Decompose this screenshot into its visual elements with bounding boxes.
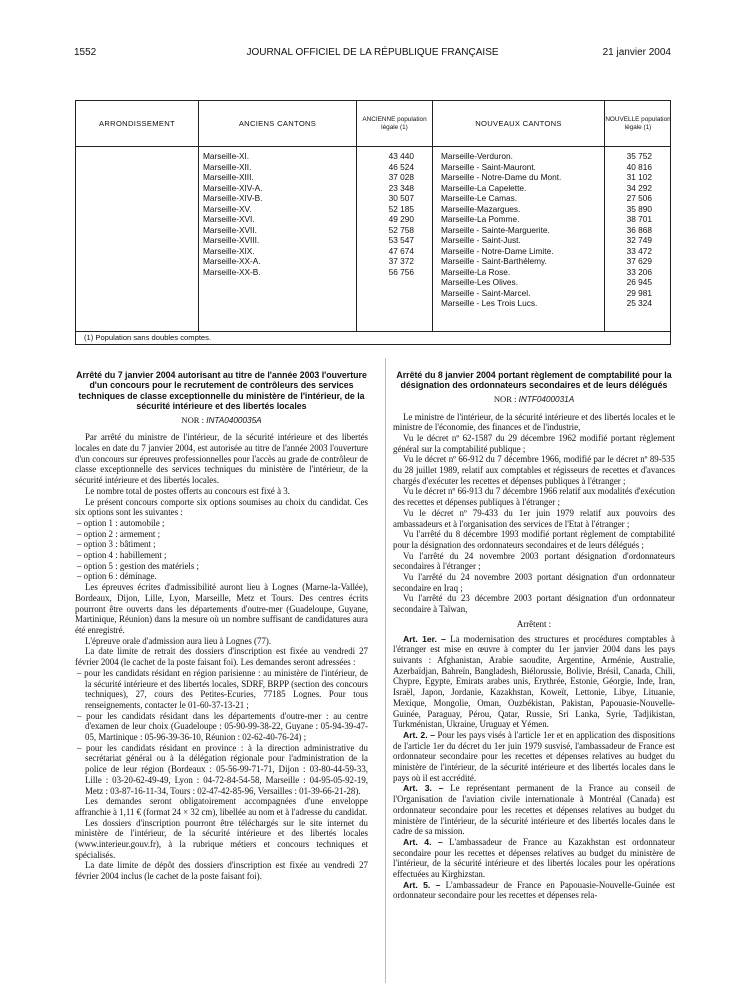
left-paragraph: Les dossiers d'inscription pourront être téléchargés sur le site internet du ministère de l'intérieur, de la sécurité intérieure et des libertés locales (www.interieur.gouv.fr), à la rubrique métiers et concours techniques et spécialisés. bbox=[75, 817, 368, 860]
table-cell: Marseille - Les Trois Lucs. bbox=[441, 298, 538, 308]
article-5: Art. 5. – L'ambassadeur de France en Papouasie-Nouvelle-Guinée est ordonnateur secondaire pour les recettes et dépenses rela- bbox=[393, 879, 676, 901]
table-cell: 37 372 bbox=[388, 256, 414, 266]
table-cell: 49 290 bbox=[388, 214, 414, 224]
table-cell: Marseille - Notre-Dame Limite. bbox=[441, 245, 554, 256]
right-nor-code: INTF0400031A bbox=[518, 394, 575, 404]
cantons-table bbox=[75, 100, 671, 345]
left-column bbox=[75, 370, 368, 882]
table-cell: 30 507 bbox=[388, 193, 414, 203]
left-nor-code: INTA0400035A bbox=[206, 415, 262, 425]
table-cell: 25 324 bbox=[626, 298, 652, 308]
left-paragraph: Les demandes seront obligatoirement accompagnées d'une enveloppe affranchie à 1,11 € (format 24 × 32 cm), libellée au nom et à l'adresse du candidat. bbox=[75, 796, 368, 817]
nouveaux-cantons-column bbox=[441, 151, 561, 309]
table-cell: 52 758 bbox=[388, 224, 414, 235]
table-cell: Marseille - Sainte-Marguerite. bbox=[441, 224, 550, 235]
table-cell: Marseille-XIV-A. bbox=[203, 182, 263, 193]
visa: Vu le décret nº 66-912 du 7 décembre 1966, modifié par le décret nº 89-535 du 28 juillet 1989, relatif aux comptables et régisseurs de recettes et d'avances chargés d'exécuter les recettes et dépenses publiques à l'étranger ; bbox=[393, 454, 675, 486]
left-paragraph: Par arrêté du ministre de l'intérieur, de la sécurité intérieure et des libertés locales en date du 7 janvier 2004, est autorisée au titre de l'année 2003 l'ouverture d'un concours sur épreuves professionnelles pour l'accès au grade de contrôleur de classe exceptionnelle des services techniques du ministère de l'intérieur, de la sécurité intérieure et des libertés locales. bbox=[75, 432, 368, 486]
article-3: Art. 3. – Le représentant permanent de la France au conseil de l'Organisation de l'aviation civile internationale à Montréal (Canada) est ordonnateur secondaire pour les recettes et dépenses relatives au budget du ministère de l'intérieur, de la sécurité intérieure et des libertés locales dans le cadre de sa mission. bbox=[393, 783, 675, 837]
address-item: – pour les candidats résidant en région parisienne : au ministère de l'intérieur, de la sécurité intérieure et des libertés locales, SDRF, BRPP (section des concours techniques), 27, cours des Petites-Ecuries, 77185 Lognes. Pour tous renseignements, contacter le 01-60-37-13-21 ; bbox=[77, 667, 368, 710]
table-cell: Marseille-La Rose. bbox=[441, 266, 511, 277]
right-nor: NOR : INTF0400031A bbox=[493, 393, 575, 404]
table-cell: Marseille-XIX. bbox=[203, 245, 255, 256]
left-nor: NOR : INTA0400035A bbox=[181, 414, 262, 425]
table-footnote: (1) Population sans doubles comptes. bbox=[84, 333, 212, 342]
right-article-title: Arrêté du 8 janvier 2004 portant règlement de comptabilité pour la désignation des ordonnateurs secondaires et de leurs délégués bbox=[396, 370, 672, 391]
table-cell: Marseille-Mazargues. bbox=[441, 203, 521, 214]
nouvelle-population-column bbox=[606, 151, 652, 309]
visa: Vu le décret nº 79-433 du 1er juin 1979 relatif aux pouvoirs des ambassadeurs et à l'organisation des services de l'Etat à l'étranger ; bbox=[393, 507, 675, 529]
left-paragraph: La date limite de dépôt des dossiers d'inscription est fixée au vendredi 27 février 2004 inclus (le cachet de la poste faisant foi). bbox=[75, 860, 368, 882]
table-cell: 32 749 bbox=[626, 235, 652, 245]
table-cell: Marseille-XVII. bbox=[203, 224, 257, 235]
table-cell: 46 524 bbox=[388, 161, 414, 172]
page-number: 1552 bbox=[74, 47, 97, 58]
right-paragraph: Le ministre de l'intérieur, de la sécurité intérieure et des libertés locales et le ministre de l'économie, des finances et de l'industrie, bbox=[393, 411, 675, 433]
table-cell: 37 028 bbox=[388, 172, 414, 182]
visa: Vu l'arrêté du 24 novembre 2003 portant désignation d'un ordonnateur secondaire en Iraq ; bbox=[393, 572, 675, 593]
table-cell: Marseille-Le Camas. bbox=[441, 193, 518, 203]
table-cell: Marseille-XX-A. bbox=[203, 256, 261, 266]
header-anciens-cantons: ANCIENS CANTONS bbox=[238, 119, 317, 128]
ancienne-population-column bbox=[358, 151, 414, 277]
table-cell: 34 292 bbox=[626, 182, 652, 193]
option-item: – option 5 : gestion des matériels ; bbox=[77, 560, 200, 571]
header-nouveaux-cantons: NOUVEAUX CANTONS bbox=[475, 119, 562, 128]
left-paragraph: La date limite de retrait des dossiers d'inscription est fixée au vendredi 27 février 2004 (le cachet de la poste faisant foi). Les demandes seront adressées : bbox=[75, 646, 368, 668]
option-item: – option 6 : déminage. bbox=[77, 571, 157, 582]
table-cell: Marseille - Saint-Mauront. bbox=[441, 161, 536, 172]
table-cell: Marseille-XX-B. bbox=[203, 266, 261, 277]
option-item: – option 4 : habillement ; bbox=[77, 550, 167, 561]
table-cell: 23 348 bbox=[388, 182, 414, 193]
column-divider bbox=[385, 358, 386, 983]
table-cell: Marseille-La Pomme. bbox=[441, 214, 520, 224]
header-ancienne-population: ANCIENNE population légale (1) bbox=[362, 115, 427, 131]
table-cell: 35 890 bbox=[626, 203, 652, 214]
table-cell: Marseille - Saint-Marcel. bbox=[441, 287, 531, 298]
table-cell: 47 674 bbox=[388, 245, 414, 256]
table-cell: 52 185 bbox=[388, 203, 414, 214]
address-item: – pour les candidats résidant dans les départements d'outre-mer : au centre d'examen de leur choix (Guadeloupe : 05-90-99-38-22, Guyane : 05-94-39-47-05, Martinique : 05-96-39-36-10, Réunion : 02-62-40-76-24) ; bbox=[77, 710, 368, 743]
option-item: – option 1 : automobile ; bbox=[77, 517, 165, 528]
table-cell: Marseille-XV. bbox=[203, 203, 252, 214]
left-paragraph: Le nombre total de postes offerts au concours est fixé à 3. bbox=[85, 485, 290, 496]
table-cell: 35 752 bbox=[626, 151, 652, 161]
table-cell: 53 547 bbox=[388, 235, 414, 245]
table-cell: 43 440 bbox=[388, 151, 414, 161]
option-item: – option 2 : armement ; bbox=[77, 528, 161, 539]
table-cell: Marseille-Verduron. bbox=[441, 151, 513, 161]
visa: Vu le décret nº 66-913 du 7 décembre 1966 relatif aux modalités d'exécution des recettes et dépenses publiques à l'étranger ; bbox=[393, 486, 675, 508]
table-cell: Marseille - Notre-Dame du Mont. bbox=[441, 172, 562, 182]
option-item: – option 3 : bâtiment ; bbox=[77, 539, 156, 550]
table-cell: Marseille-XVIII. bbox=[203, 235, 260, 245]
issue-date: 21 janvier 2004 bbox=[602, 47, 671, 58]
table-cell: Marseille - Saint-Barthélemy. bbox=[441, 256, 547, 266]
journal-title: JOURNAL OFFICIEL DE LA RÉPUBLIQUE FRANÇAISE bbox=[246, 47, 499, 58]
article-2: Art. 2. – Pour les pays visés à l'article 1er et en application des dispositions de l'article 1er du décret du 1er juin 1979 susvisé, l'ambassadeur de France est ordonnateur secondaire pour les recettes et dépenses relatives au budget du ministère de l'intérieur, de la sécurité intérieure et des libertés locales dans le pays où il est accrédité. bbox=[393, 729, 675, 783]
address-item: – pour les candidats résidant en province : à la direction administrative du secrétariat général ou à la délégation régionale pour l'administration de la police de leur région (Bordeaux : 05-56-99-71-71, Dijon : 03-80-44-59-33, Lille : 03-20-62-49-49, Lyon : 04-72-84-54-58, Marseille : 04-95-05-92-19, Metz : 03-87-16-11-34, Tours : 02-47-42-85-96, Versailles : 01-39-66-21-28). bbox=[77, 742, 368, 796]
right-column bbox=[393, 370, 675, 901]
table-cell: 26 945 bbox=[626, 277, 652, 287]
table-cell: 40 816 bbox=[626, 161, 652, 172]
table-cell: 56 756 bbox=[388, 266, 414, 277]
arretent-heading: Arrêtent : bbox=[516, 618, 552, 629]
article-1: Art. 1er. – La modernisation des structures et procédures comptables à l'étranger est mise en œuvre à compter du 1er janvier 2004 dans les pays suivants : Afghanistan, Arabie saoudite, Argentine, Arménie, Australie, Azerbaïdjan, Bahreïn, Bangladesh, Biélorussie, Bolivie, Brésil, Canada, Chili, Chypre, Egypte, Emirats arabes unis, Erythrée, Estonie, Géorgie, Inde, Iran, Israël, Japon, Jordanie, Kazakhstan, Koweït, Lettonie, Libye, Lituanie, Mexique, Mongolie, Oman, Ouzbékistan, Pakistan, Papouasie-Nouvelle-Guinée, Paraguay, Pérou, Qatar, Russie, Sri Lanka, Syrie, Tadjikistan, Turkménistan, Ukraine, Uruguay et Yémen. bbox=[393, 633, 675, 730]
table-cell: Marseille - Saint-Just. bbox=[441, 235, 521, 245]
table-cell: Marseille-La Capelette. bbox=[441, 182, 527, 193]
anciens-cantons-column bbox=[203, 151, 262, 277]
visa: Vu l'arrêté du 24 novembre 2003 portant désignation d'ordonnateurs secondaires à l'étranger ; bbox=[393, 550, 675, 572]
left-paragraph: L'épreuve orale d'admission aura lieu à Lognes (77). bbox=[85, 635, 272, 646]
table-cell: Marseille-XIII. bbox=[203, 172, 254, 182]
left-paragraph: Le présent concours comporte six options soumises au choix du candidat. Ces six options sont les suivantes : bbox=[75, 496, 368, 518]
article-4: Art. 4. – L'ambassadeur de France au Kazakhstan est ordonnateur secondaire pour les recettes et dépenses relatives au budget du ministère de l'intérieur, de la sécurité intérieure et des libertés locales pour les opérations effectuées au Kirghizstan. bbox=[393, 836, 676, 880]
left-paragraph: Les épreuves écrites d'admissibilité auront lieu à Lognes (Marne-la-Vallée), Bordeaux, Dijon, Lille, Lyon, Marseille, Metz et Tours. Des centres écrits pourront être ouverts dans les départements d'outre-mer (Guadeloupe, Guyane, Martinique, Réunion) dans la mesure où un nombre suffisant de candidatures aura été enregistré. bbox=[75, 582, 368, 635]
visa: Vu le décret nº 62-1587 du 29 décembre 1962 modifié portant règlement général sur la comptabilité publique ; bbox=[393, 432, 675, 454]
table-cell: 33 206 bbox=[626, 266, 652, 277]
table-cell: Marseille-Les Olives. bbox=[441, 277, 518, 287]
table-cell: Marseille-XI. bbox=[203, 151, 250, 161]
table-cell: Marseille-XVI. bbox=[203, 214, 255, 224]
table-cell: 38 701 bbox=[626, 214, 652, 224]
options-list bbox=[75, 518, 368, 582]
table-cell: 27 506 bbox=[626, 193, 652, 203]
table-cell: 37 629 bbox=[626, 256, 652, 266]
table-cell: Marseille-XIV-B. bbox=[203, 193, 263, 203]
table-cell: 29 981 bbox=[626, 287, 652, 298]
left-article-title: Arrêté du 7 janvier 2004 autorisant au titre de l'année 2003 l'ouverture d'un concours pour le recrutement de contrôleurs des services techniques de classe exceptionnelle du ministère de l'intérieur, de la sécurité intérieure et des libertés locales bbox=[76, 370, 367, 412]
table-cell: 31 102 bbox=[626, 172, 652, 182]
visa: Vu l'arrêté du 23 décembre 2003 portant désignation d'un ordonnateur secondaire à Taïwan, bbox=[393, 593, 675, 615]
table-cell: 33 472 bbox=[626, 245, 652, 256]
table-cell: Marseille-XII. bbox=[203, 161, 252, 172]
header-arrondissement: ARRONDISSEMENT bbox=[99, 119, 175, 128]
visa: Vu l'arrêté du 8 décembre 1993 modifié portant règlement de comptabilité pour la désignation des ordonnateurs secondaires et de leurs délégués ; bbox=[393, 529, 675, 550]
table-cell: 36 868 bbox=[626, 224, 652, 235]
page-header bbox=[74, 47, 671, 61]
header-nouvelle-population: NOUVELLE population légale (1) bbox=[605, 115, 671, 131]
